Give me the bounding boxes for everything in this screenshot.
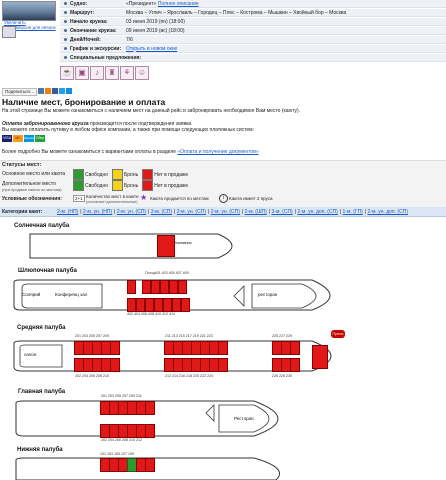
payment-logos bbox=[2, 135, 45, 142]
conditions-title: Условные обозначения: bbox=[2, 196, 62, 202]
deck-middle-top-nums-3: 225 227 229 bbox=[272, 334, 292, 338]
tab-category-2[interactable]: 2-м. ун. (СП) bbox=[116, 209, 147, 215]
booking-intro: На этой странице Вы можете ознакомиться с наличием мест на данный рейс и забронировать необходимое Вам место (каюту). bbox=[2, 108, 301, 114]
info-row-start: Начало круиза: 03 июня 2019 (пн) (18:00) bbox=[60, 18, 446, 26]
cabin-224m[interactable] bbox=[218, 358, 228, 372]
info-row-route: Маршрут: Москва – Углич – Ярославль – Городец – Плес – Кострома – Мышкин – Хвойный бор – Москва bbox=[60, 9, 446, 17]
cabin-401[interactable] bbox=[127, 280, 136, 294]
feature-icons bbox=[60, 66, 150, 80]
cabin-408[interactable] bbox=[154, 298, 163, 312]
cabin-223m[interactable] bbox=[218, 341, 228, 355]
share-button[interactable] bbox=[2, 88, 37, 96]
people-icon: ☺ bbox=[135, 66, 149, 80]
info-row-end: Окончание круиза: 09 июня 2019 (вс) (18:00) bbox=[60, 27, 446, 35]
sold-swatch bbox=[142, 169, 153, 180]
payment-docs-link[interactable]: «Оплата и получение документов» bbox=[177, 149, 259, 155]
deck-middle-bottom-nums-2: 212 214 216 218 220 222 224 bbox=[165, 374, 213, 378]
categories-tabs: 2-м. (НП) | 2-м. ун. (НП) | 2-м. ун. (СП) | 2-м. (СП) | 2-м. ун. (СП) | 2-м. ун. (СП) | 2-м. (ШП) | 3-м. (СП) | 2-м. ун. доп. (СП) | 1-м. (ГП) | 2-м. ун. доп. (СП) bbox=[57, 209, 408, 215]
cabin-411[interactable] bbox=[178, 280, 187, 294]
room-company-label: Компания bbox=[175, 241, 192, 245]
tab-category-5[interactable]: 2-м. ун. (СП) bbox=[210, 209, 240, 215]
categories-label: Категории кают: bbox=[2, 209, 43, 215]
tab-category-10[interactable]: 2-м. ун. доп. (СП) bbox=[367, 209, 408, 215]
tab-category-7[interactable]: 3-м. (СП) bbox=[271, 209, 293, 215]
deck-boat-top-nums: Площ401 403 405 407 409 bbox=[145, 271, 189, 275]
cabin-210m[interactable] bbox=[110, 358, 120, 372]
free-swatch bbox=[73, 169, 84, 180]
cabin-209m[interactable] bbox=[110, 341, 120, 355]
tab-category-9[interactable]: 1-м. (ГП) bbox=[342, 209, 363, 215]
visa-logo: VISA bbox=[3, 136, 11, 140]
ship-thumb-caption[interactable]: Увеличить bbox=[4, 20, 26, 25]
cabin-404[interactable] bbox=[136, 298, 145, 312]
free-extra-swatch bbox=[73, 180, 84, 191]
restaurant-icon: ☕ bbox=[60, 66, 74, 80]
cabin-409[interactable] bbox=[169, 280, 178, 294]
cabin-230m[interactable] bbox=[290, 358, 300, 372]
tab-category-8[interactable]: 2-м. ун. доп. (СП) bbox=[297, 209, 338, 215]
tab-category-0[interactable]: 2-м. (НП) bbox=[57, 209, 79, 215]
music-icon: ♪ bbox=[90, 66, 104, 80]
room-solarium-label: Солярий bbox=[22, 292, 41, 297]
open-new-window-link[interactable]: Открыть в новом окне bbox=[126, 45, 178, 52]
share-label: Поделиться… bbox=[5, 89, 35, 94]
deck-main-outline bbox=[14, 399, 304, 439]
deck-lower-top-nums: 101 103 105 107 109 bbox=[100, 452, 134, 456]
sber-logo: Сбер bbox=[35, 136, 45, 140]
cabin-412[interactable] bbox=[172, 298, 181, 312]
bar-icon: ♜ bbox=[105, 66, 119, 80]
ship-thumbnail[interactable] bbox=[2, 1, 56, 21]
legend-main-label: Основное место или каюта bbox=[2, 171, 66, 177]
tab-category-4[interactable]: 2-м. ун. (СП) bbox=[176, 209, 206, 215]
payment-paragraph: Оплата забронированного круиза производится после подтверждения заявки. Вы можете оплатить путевку в любом офисе компании, а также при помощи следующих платежных систем: bbox=[2, 121, 255, 133]
fb-icon[interactable] bbox=[52, 88, 58, 94]
cabin-405[interactable] bbox=[151, 280, 160, 294]
cabin-211g[interactable] bbox=[145, 401, 155, 415]
deck-middle-title: Средняя палуба bbox=[17, 325, 66, 331]
mastercard-logo: MC bbox=[13, 135, 23, 142]
deck-boat-title: Шлюпочная палуба bbox=[18, 268, 77, 274]
cabin-111[interactable] bbox=[145, 458, 155, 472]
tab-category-6[interactable]: 2-м. (ШП) bbox=[244, 209, 267, 215]
info-row-days: Дней/Ночей: 7/6 bbox=[60, 36, 446, 44]
maestro-logo: Maestro bbox=[24, 136, 35, 140]
deck-lower-title: Нижняя палуба bbox=[17, 447, 63, 453]
legend-extra: Свободно Бронь Нет в продаже bbox=[73, 180, 188, 191]
cabin-402[interactable] bbox=[127, 298, 136, 312]
legend-extra-sub: (при продаже каюты по местам) bbox=[2, 187, 62, 192]
cabin-410[interactable] bbox=[163, 298, 172, 312]
cabin-403[interactable] bbox=[142, 280, 151, 294]
cabin-212g[interactable] bbox=[145, 424, 155, 438]
mail-icon[interactable] bbox=[66, 88, 72, 94]
cabin-407[interactable] bbox=[160, 280, 169, 294]
deck-lower-outline bbox=[14, 456, 304, 480]
count-symbol: 2+1 bbox=[75, 196, 83, 201]
cabin-suite-m[interactable] bbox=[312, 345, 328, 369]
cabin-229m[interactable] bbox=[290, 341, 300, 355]
info-row-ship: Судно: «Президент» Полное описание bbox=[60, 0, 446, 8]
deck-boat-bottom-nums: 402 404 406 408 410 412 414 bbox=[127, 312, 175, 316]
info-row-special: Специальные предложения: bbox=[60, 54, 446, 62]
star-icon: ★ bbox=[140, 193, 148, 202]
press-badge: Пресс bbox=[332, 331, 344, 336]
deck-sun-outline bbox=[28, 230, 248, 262]
deck-sun-title: Солнечная палуба bbox=[14, 223, 70, 229]
tab-category-1[interactable]: 2-м. ун. (НП) bbox=[82, 209, 113, 215]
tw-icon[interactable] bbox=[59, 88, 65, 94]
info-icon: i bbox=[219, 194, 228, 203]
reserved-extra-swatch bbox=[112, 180, 123, 191]
cabin-sun-company[interactable] bbox=[157, 235, 175, 257]
room-main-restaurant-label: Ресторан bbox=[234, 416, 254, 421]
shower-icon: ⚘ bbox=[120, 66, 134, 80]
full-description-link[interactable]: Полное описание bbox=[157, 0, 199, 7]
star-text: Каюта продается по местам bbox=[150, 196, 209, 201]
legend-main: Свободно Бронь Нет в продаже bbox=[73, 169, 188, 180]
payment-more: Более подробно Вы можете ознакомиться с вариантами оплаты в разделе «Оплата и получение документов» bbox=[2, 149, 259, 155]
deck-middle-bottom-nums-3: 226 228 230 bbox=[272, 374, 292, 378]
deck-main-bottom-nums: 202 204 206 208 210 212 bbox=[101, 438, 142, 442]
info-row-schedule: График и экскурсии: Открыть в новом окне bbox=[60, 45, 446, 53]
deck-middle-top-nums-2: 211 213 215 217 219 221 223 bbox=[165, 334, 213, 338]
vk-icon[interactable] bbox=[38, 88, 44, 94]
sold-extra-swatch bbox=[142, 180, 153, 191]
deck-middle-bottom-nums-1: 202 204 206 208 210 bbox=[75, 374, 109, 378]
reserved-swatch bbox=[112, 169, 123, 180]
cabin-406[interactable] bbox=[145, 298, 154, 312]
legend-extra-label: Дополнительное место bbox=[2, 181, 56, 187]
deck-middle-top-nums-1: 201 203 205 207 209 bbox=[75, 334, 109, 338]
deck-main-title: Главная палуба bbox=[18, 389, 66, 395]
print-version-link[interactable]: Версия для печати bbox=[16, 25, 56, 30]
info-text: Каюта имеет 2 яруса bbox=[229, 196, 273, 201]
status-title: Статусы мест: bbox=[2, 162, 42, 168]
tv-icon: ▣ bbox=[75, 66, 89, 80]
cabin-414[interactable] bbox=[181, 298, 190, 312]
print-version-icon[interactable] bbox=[2, 26, 16, 38]
ok-icon[interactable] bbox=[45, 88, 51, 94]
room-salon-label: салон bbox=[24, 352, 37, 357]
tab-category-3[interactable]: 2-м. (СП) bbox=[150, 209, 173, 215]
booking-title: Наличие мест, бронирование и оплата bbox=[2, 97, 166, 107]
room-restaurant-label: ресторан bbox=[258, 292, 278, 297]
room-conference-label: Конференц зал bbox=[55, 292, 88, 297]
deck-main-top-nums: 201 203 205 207 209 211 bbox=[101, 394, 142, 398]
count-text: Количество мест в каюте (основные+дополнительные) bbox=[86, 194, 139, 204]
